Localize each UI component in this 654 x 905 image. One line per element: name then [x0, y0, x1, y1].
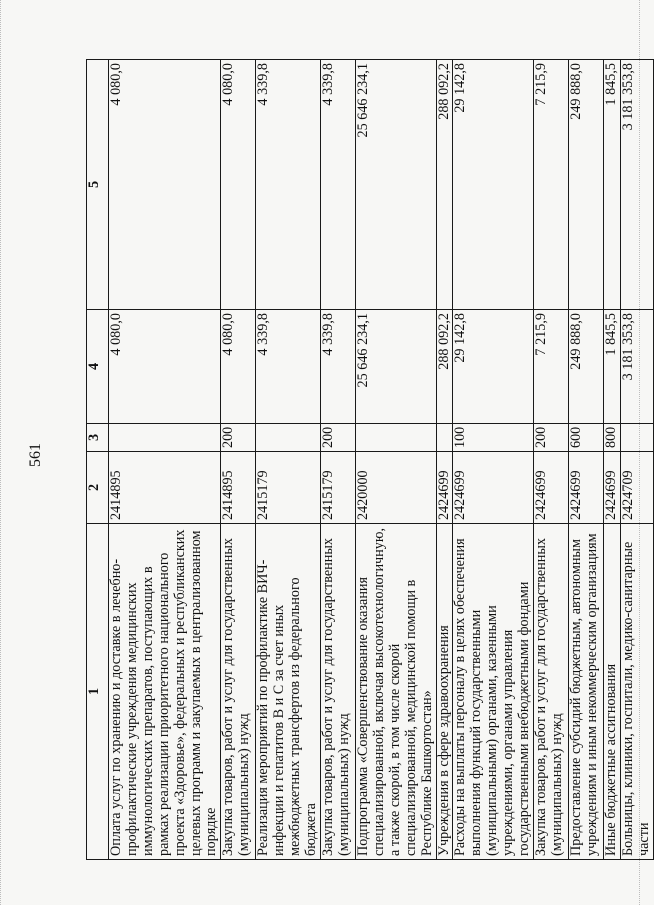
header-col-3: 3 — [87, 424, 109, 452]
table-row — [221, 60, 256, 860]
row-type-cell — [256, 424, 321, 452]
row-type-cell: 200 — [320, 424, 355, 452]
table-row — [453, 60, 534, 860]
header-col-5: 5 — [87, 60, 109, 310]
row-value-col5-cell: 3 181 353,8 — [620, 60, 653, 310]
row-code-cell: 2424699 — [533, 452, 568, 524]
row-name-cell: Оплата услуг по хранению и доставке в лечебно-профилактические учреждения медицинских иммунологических препаратов, поступающих в рамках реализации приоритетного национального проекта «Здоровье», федеральных и республиканских целевых программ и закупаемых в централизованном порядке — [109, 524, 221, 860]
row-name-cell: Закупка товаров, работ и услуг для государственных (муниципальных) нужд — [533, 524, 568, 860]
row-value-col5-cell: 249 888,0 — [568, 60, 603, 310]
table-row — [568, 60, 603, 860]
scan-edge-left — [0, 0, 4, 905]
row-code-cell: 2415179 — [256, 452, 321, 524]
row-value-col5-cell: 7 215,9 — [533, 60, 568, 310]
row-value-col4-cell: 1 845,5 — [603, 310, 620, 424]
row-value-col5-cell: 25 646 234,1 — [355, 60, 436, 310]
row-name-cell: Закупка товаров, работ и услуг для государственных (муниципальных) нужд — [320, 524, 355, 860]
row-value-col4-cell: 249 888,0 — [568, 310, 603, 424]
row-value-col5-cell: 4 339,8 — [320, 60, 355, 310]
row-value-col5-cell: 288 092,2 — [436, 60, 453, 310]
row-value-col4-cell: 3 181 353,8 — [620, 310, 653, 424]
table-row — [109, 60, 221, 860]
table-row — [355, 60, 436, 860]
table-row — [603, 60, 620, 860]
row-value-col4-cell: 4 080,0 — [109, 310, 221, 424]
header-col-1: 1 — [87, 524, 109, 860]
page-number: 561 — [27, 443, 44, 467]
row-type-cell — [355, 424, 436, 452]
row-type-cell — [436, 424, 453, 452]
table-row — [256, 60, 321, 860]
row-name-cell: Подпрограмма «Совершенствование оказания специализированной, включая высокотехнологичную, а также скорой, в том числе скорой специализированной, медицинской помощи в Республике Башкортостан» — [355, 524, 436, 860]
row-name-cell: Закупка товаров, работ и услуг для государственных (муниципальных) нужд — [221, 524, 256, 860]
row-type-cell: 200 — [533, 424, 568, 452]
row-value-col5-cell: 4 080,0 — [221, 60, 256, 310]
row-value-col4-cell: 4 339,8 — [256, 310, 321, 424]
row-value-col5-cell: 4 080,0 — [109, 60, 221, 310]
row-code-cell: 2424699 — [453, 452, 534, 524]
row-type-cell — [620, 424, 653, 452]
row-value-col4-cell: 7 215,9 — [533, 310, 568, 424]
rotated-table-container — [86, 60, 652, 860]
row-name-cell: Учреждения в сфере здравоохранения — [436, 524, 453, 860]
header-col-2: 2 — [87, 452, 109, 524]
row-value-col5-cell: 29 142,8 — [453, 60, 534, 310]
row-value-col5-cell: 1 845,5 — [603, 60, 620, 310]
header-col-4: 4 — [87, 310, 109, 424]
row-value-col4-cell: 288 092,2 — [436, 310, 453, 424]
row-name-cell: Расходы на выплаты персоналу в целях обеспечения выполнения функций государственными (муниципальными) органами, казенными учреждениями, органами управления государственными внебюджетными фондами — [453, 524, 534, 860]
row-code-cell: 2424699 — [568, 452, 603, 524]
row-name-cell: Больницы, клиники, госпитали, медико-санитарные части — [620, 524, 653, 860]
table-row — [620, 60, 653, 860]
table-row — [533, 60, 568, 860]
table-header-row — [87, 60, 109, 860]
row-type-cell: 600 — [568, 424, 603, 452]
row-value-col4-cell: 25 646 234,1 — [355, 310, 436, 424]
row-value-col4-cell: 4 080,0 — [221, 310, 256, 424]
row-value-col5-cell: 4 339,8 — [256, 60, 321, 310]
row-code-cell: 2424709 — [620, 452, 653, 524]
row-value-col4-cell: 4 339,8 — [320, 310, 355, 424]
row-code-cell: 2424699 — [603, 452, 620, 524]
row-code-cell: 2415179 — [320, 452, 355, 524]
table-row — [320, 60, 355, 860]
row-type-cell: 100 — [453, 424, 534, 452]
row-code-cell: 2424699 — [436, 452, 453, 524]
table-row — [436, 60, 453, 860]
row-name-cell: Реализация мероприятий по профилактике ВИЧ-инфекции и гепатитов В и С за счет иных межбюджетных трансфертов из федерального бюджета — [256, 524, 321, 860]
row-type-cell — [109, 424, 221, 452]
row-type-cell: 200 — [221, 424, 256, 452]
row-code-cell: 2420000 — [355, 452, 436, 524]
row-value-col4-cell: 29 142,8 — [453, 310, 534, 424]
row-type-cell: 800 — [603, 424, 620, 452]
row-name-cell: Иные бюджетные ассигнования — [603, 524, 620, 860]
row-code-cell: 2414895 — [221, 452, 256, 524]
row-code-cell: 2414895 — [109, 452, 221, 524]
row-name-cell: Предоставление субсидий бюджетным, автономным учреждениям и иным некоммерческим организациям — [568, 524, 603, 860]
budget-table — [86, 59, 654, 860]
